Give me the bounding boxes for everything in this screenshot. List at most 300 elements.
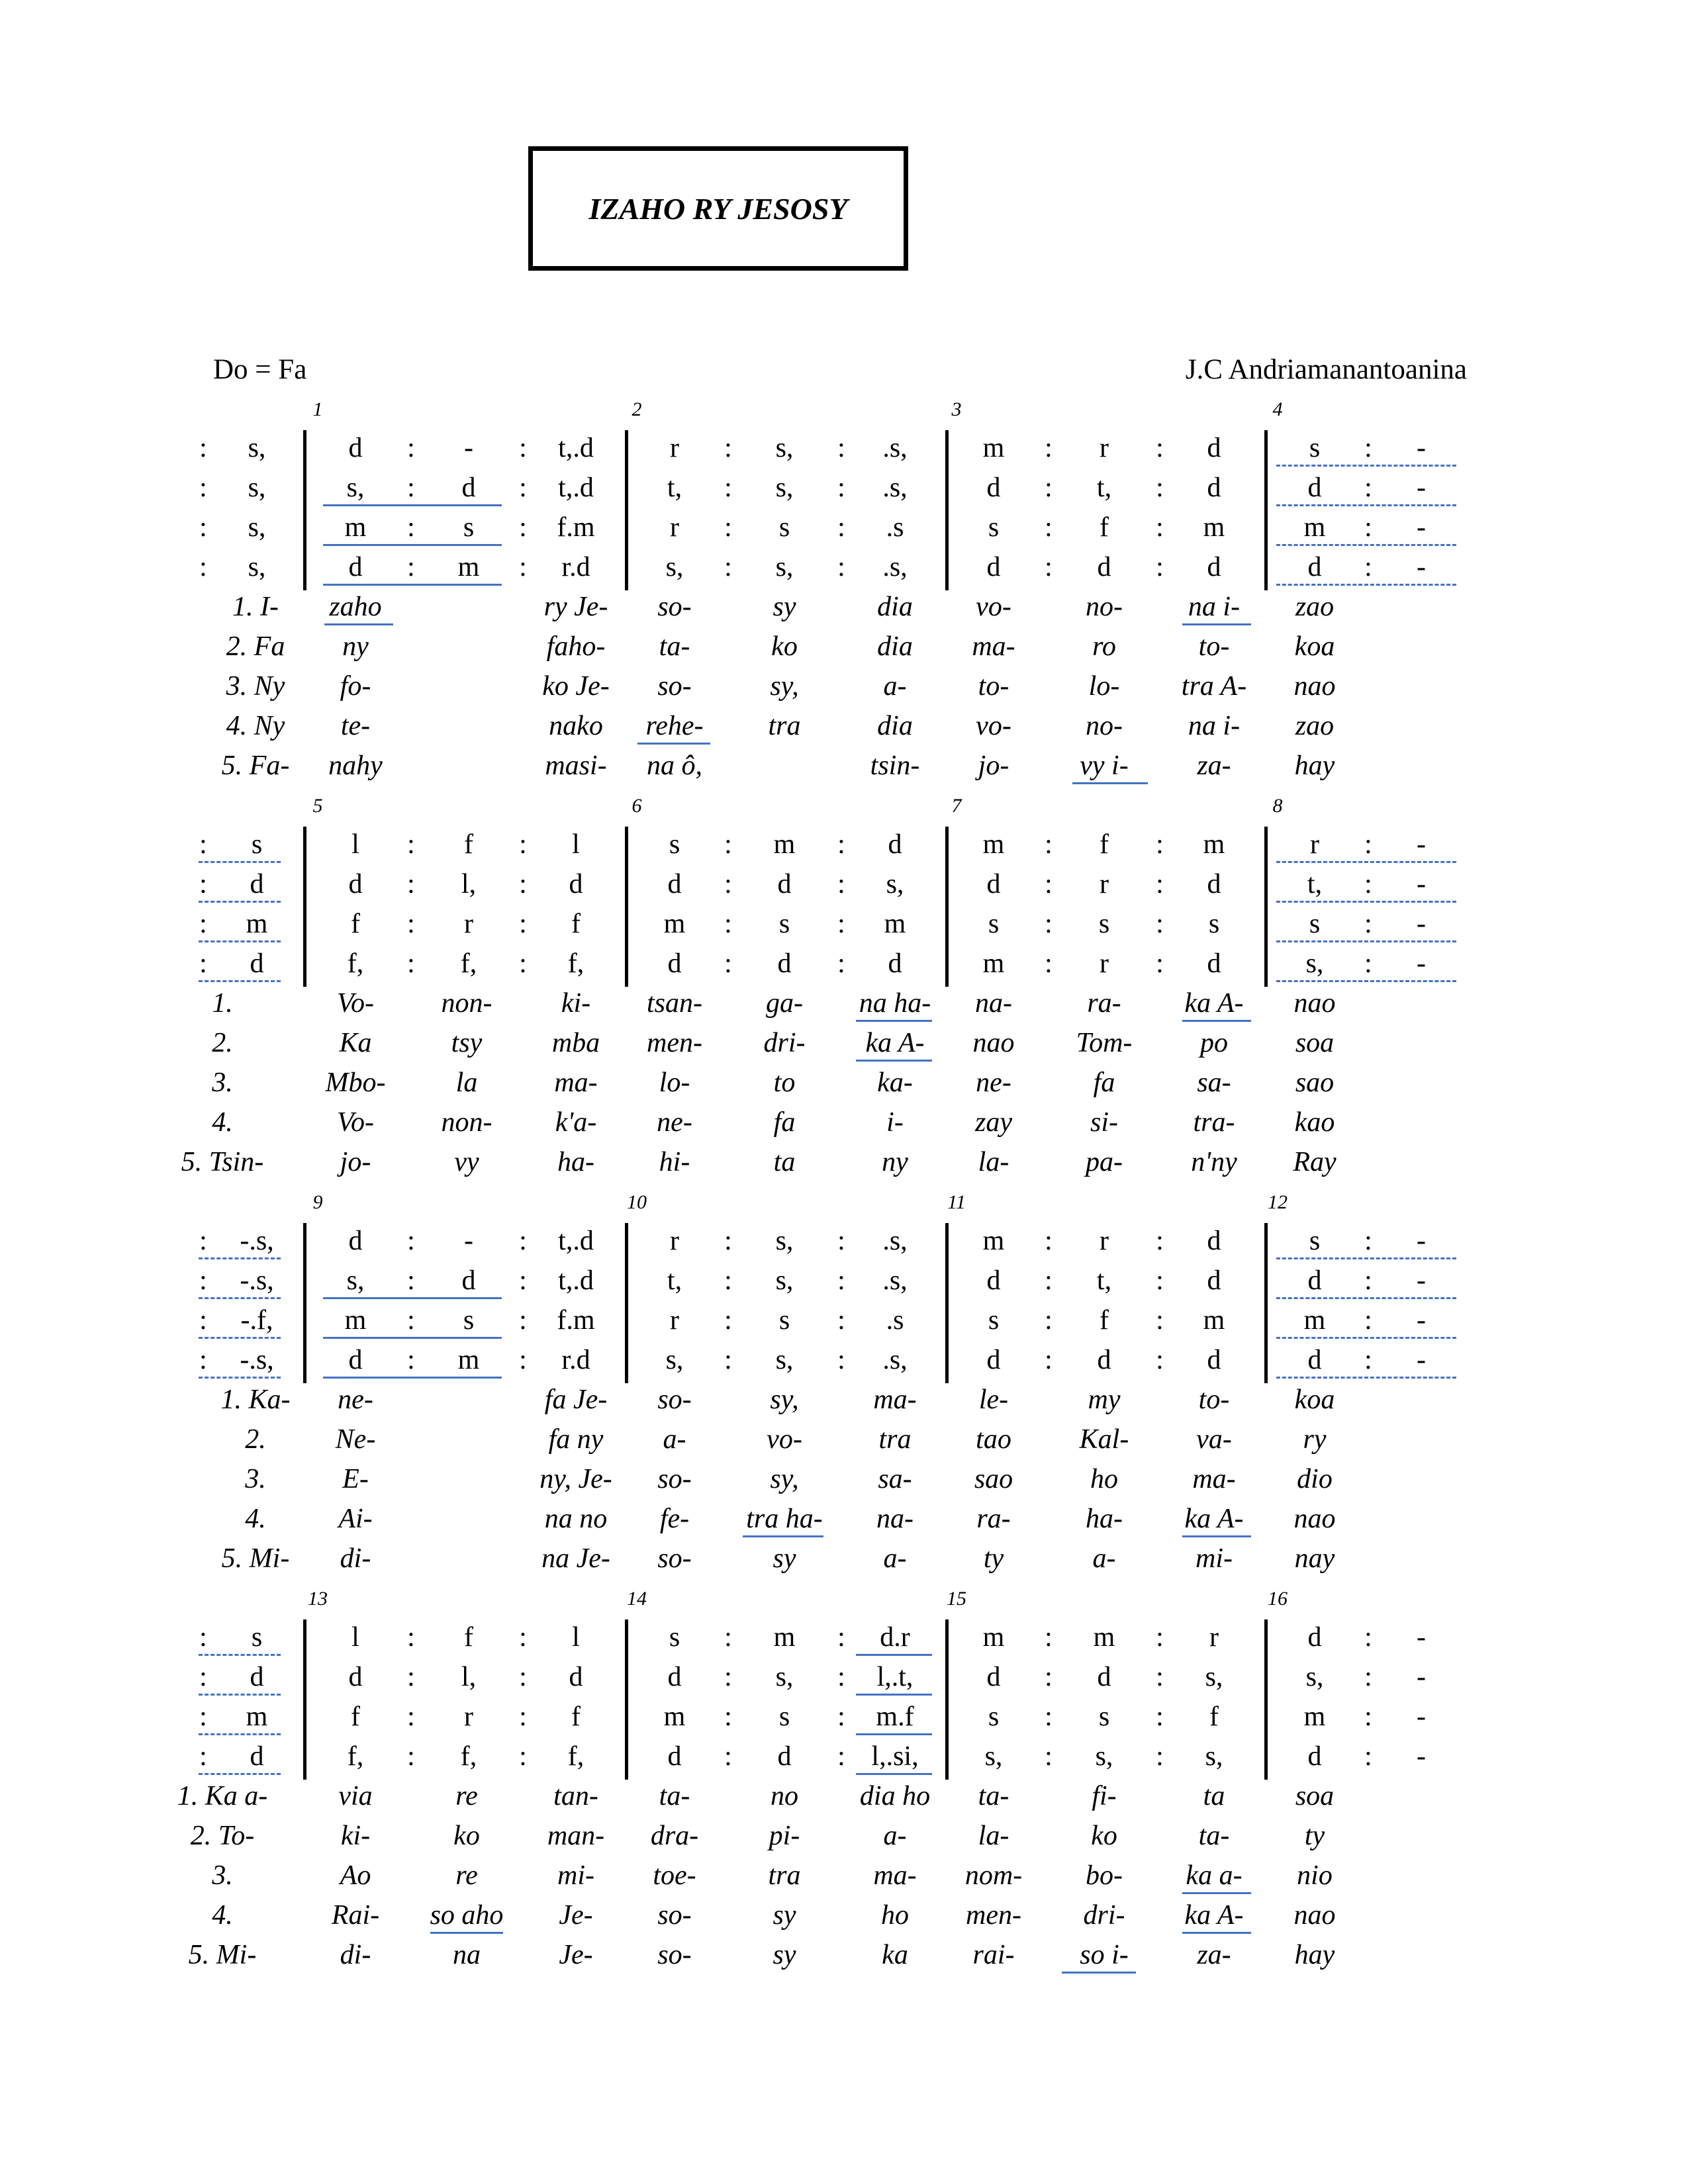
lyric-syllable: fa ny <box>548 1424 604 1455</box>
lyric-syllable: ma- <box>972 631 1015 662</box>
lyric-syllable: Ray <box>1293 1147 1336 1177</box>
solfa-note: s <box>778 909 790 939</box>
lyric-syllable: ko Je- <box>542 671 610 702</box>
beat-separator: : <box>724 473 732 503</box>
solfa-note: t,.d <box>558 433 594 463</box>
solfa-note: .s <box>886 1305 904 1336</box>
lyric-syllable: lo- <box>1088 671 1120 702</box>
lyric-syllable: sy <box>773 1940 796 1970</box>
lyric-syllable: men- <box>647 1028 702 1058</box>
lyric-syllable: la- <box>978 1821 1009 1851</box>
lyric-syllable: jo- <box>978 751 1009 781</box>
beat-separator: : <box>724 1305 732 1336</box>
tie-underline <box>1276 861 1456 863</box>
lyric-syllable: sao <box>1295 1068 1335 1098</box>
measure-number: 12 <box>1268 1191 1288 1213</box>
solfa-note: m <box>982 829 1005 860</box>
solfa-note: f, <box>347 948 364 979</box>
solfa-note: d <box>250 1662 264 1692</box>
lyric-syllable: Je- <box>559 1900 593 1931</box>
beat-separator: : <box>1364 948 1372 979</box>
beat-separator: : <box>407 1662 415 1692</box>
lyric-syllable: Tom- <box>1076 1028 1133 1058</box>
lyric-syllable: k'a- <box>555 1107 597 1138</box>
beat-separator: : <box>199 829 207 860</box>
lyric-syllable: zao <box>1295 711 1335 741</box>
verse-label: 1. I- <box>232 592 279 622</box>
solfa-note: d <box>1307 473 1322 503</box>
tie-underline <box>323 504 502 506</box>
beat-separator: : <box>199 1226 207 1256</box>
lyric-syllable: nahy <box>328 751 383 781</box>
lyric-syllable: dia <box>877 711 913 741</box>
solfa-note: f, <box>460 948 477 979</box>
beat-separator: : <box>1156 1741 1164 1772</box>
barline <box>1264 1223 1268 1383</box>
verse-label: 3. <box>245 1464 266 1494</box>
solfa-note: s <box>669 1622 680 1653</box>
beat-separator: : <box>199 909 207 939</box>
solfa-note: - <box>1417 829 1426 860</box>
beat-separator: : <box>724 1702 732 1732</box>
beat-separator: : <box>519 512 527 543</box>
measure-number: 10 <box>627 1191 647 1213</box>
beat-separator: : <box>1045 473 1053 503</box>
beat-separator: : <box>1156 473 1164 503</box>
lyric-syllable: soa <box>1295 1028 1335 1058</box>
solfa-note: l,.t, <box>876 1662 914 1692</box>
beat-separator: : <box>1045 512 1053 543</box>
verse-label: 3. <box>212 1068 233 1098</box>
tie-underline <box>199 1377 281 1379</box>
lyric-syllable: pi- <box>769 1821 800 1851</box>
solfa-note: s <box>251 1622 263 1653</box>
lyric-syllable: na- <box>876 1504 914 1534</box>
lyric-syllable: na Je- <box>541 1543 610 1574</box>
beat-separator: : <box>407 1702 415 1732</box>
lyric-syllable: ra- <box>1087 988 1121 1019</box>
solfa-note: .s, <box>882 1265 908 1296</box>
barline <box>303 1619 306 1780</box>
lyric-syllable: ka A- <box>1184 988 1244 1019</box>
solfa-note: .s, <box>882 1345 908 1375</box>
beat-separator: : <box>837 1345 845 1375</box>
solfa-note: d <box>348 1345 363 1375</box>
tie-underline <box>324 623 393 625</box>
beat-separator: : <box>1045 909 1053 939</box>
lyric-syllable: tsan- <box>647 988 702 1019</box>
measure-number: 5 <box>312 795 323 817</box>
beat-separator: : <box>837 829 845 860</box>
lyric-syllable: ho <box>881 1900 909 1931</box>
lyric-syllable: man- <box>547 1821 605 1851</box>
lyric-syllable: ne- <box>338 1385 373 1415</box>
beat-separator: : <box>199 552 207 582</box>
solfa-note: d <box>1307 1741 1322 1772</box>
lyric-syllable: soa <box>1295 1781 1335 1811</box>
solfa-note: s, <box>1305 1662 1324 1692</box>
verse-label: 2. To- <box>190 1821 255 1851</box>
solfa-note: m <box>663 909 686 939</box>
lyric-syllable: ha- <box>1086 1504 1123 1534</box>
solfa-note: d <box>348 433 363 463</box>
lyric-syllable: tra <box>768 1860 801 1891</box>
solfa-note: m <box>344 1305 367 1336</box>
measure-number: 7 <box>951 795 962 817</box>
beat-separator: : <box>1156 1226 1164 1256</box>
solfa-note: d <box>1207 948 1221 979</box>
solfa-note: d <box>1097 1345 1111 1375</box>
verse-label: 1. Ka a- <box>177 1781 268 1811</box>
beat-separator: : <box>837 433 845 463</box>
solfa-note: -.s, <box>240 1265 274 1296</box>
tie-underline <box>856 1060 932 1062</box>
solfa-note: - <box>1417 1662 1426 1692</box>
verse-label: 5. Mi- <box>188 1940 257 1970</box>
solfa-note: .s, <box>882 433 908 463</box>
lyric-syllable: te- <box>340 711 371 741</box>
solfa-note: m <box>1203 512 1225 543</box>
solfa-note: r <box>670 433 679 463</box>
solfa-note: f, <box>567 948 585 979</box>
tie-underline <box>1276 544 1456 546</box>
lyric-syllable: ma- <box>1192 1464 1236 1494</box>
solfa-note: s <box>988 512 1000 543</box>
beat-separator: : <box>1156 1622 1164 1653</box>
solfa-note: d <box>569 1662 583 1692</box>
solfa-note: f <box>351 1702 360 1732</box>
tie-underline <box>1276 504 1456 506</box>
solfa-note: r.d <box>561 1345 590 1375</box>
lyric-syllable: na i- <box>1188 592 1241 622</box>
solfa-note: d <box>1097 1662 1111 1692</box>
verse-label: 1. <box>212 988 233 1019</box>
lyric-syllable: ka A- <box>1184 1900 1244 1931</box>
lyric-syllable: fe- <box>659 1504 690 1534</box>
solfa-note: f.m <box>557 512 595 543</box>
solfa-note: - <box>1417 909 1426 939</box>
lyric-syllable: to <box>773 1068 796 1098</box>
solfa-note: d <box>1207 1226 1221 1256</box>
beat-separator: : <box>1364 909 1372 939</box>
solfa-note: - <box>1417 1226 1426 1256</box>
beat-separator: : <box>1364 473 1372 503</box>
solfa-note: l <box>352 1622 359 1653</box>
tie-underline <box>199 940 281 942</box>
beat-separator: : <box>837 909 845 939</box>
lyric-syllable: ny <box>882 1147 908 1177</box>
beat-separator: : <box>519 948 527 979</box>
solfa-note: m <box>1203 1305 1225 1336</box>
beat-separator: : <box>199 433 207 463</box>
lyric-syllable: vo- <box>976 711 1011 741</box>
verse-label: 5. Tsin- <box>181 1147 264 1177</box>
solfa-note: d <box>777 869 792 899</box>
solfa-note: d <box>986 1662 1001 1692</box>
lyric-syllable: ty <box>983 1543 1004 1574</box>
solfa-note: m <box>773 1622 796 1653</box>
tie-underline <box>323 1297 502 1299</box>
solfa-note: d <box>348 1662 363 1692</box>
lyric-syllable: Vo- <box>337 988 374 1019</box>
solfa-note: f <box>1209 1702 1219 1732</box>
verse-label: 2. <box>212 1028 233 1058</box>
tie-underline <box>1276 1297 1456 1299</box>
solfa-note: s, <box>775 1265 794 1296</box>
beat-separator: : <box>1045 1265 1053 1296</box>
beat-separator: : <box>837 1226 845 1256</box>
tie-underline <box>1276 1257 1456 1259</box>
solfa-note: s, <box>1205 1741 1223 1772</box>
solfa-note: s <box>988 909 1000 939</box>
lyric-syllable: di- <box>340 1543 371 1574</box>
key-signature: Do = Fa <box>213 354 307 385</box>
beat-separator: : <box>1364 869 1372 899</box>
solfa-note: d <box>777 1741 792 1772</box>
beat-separator: : <box>1156 869 1164 899</box>
solfa-note: .s, <box>882 1226 908 1256</box>
solfa-note: s <box>463 512 475 543</box>
solfa-note: s <box>778 512 790 543</box>
solfa-note: r <box>464 909 473 939</box>
beat-separator: : <box>1156 1345 1164 1375</box>
solfa-note: d <box>986 1265 1001 1296</box>
solfa-note: r.d <box>561 552 590 582</box>
tie-underline <box>1182 1020 1251 1022</box>
lyric-syllable: i- <box>886 1107 904 1138</box>
solfa-note: d <box>1307 1265 1322 1296</box>
solfa-note: r <box>1100 948 1109 979</box>
lyric-syllable: fa <box>1093 1068 1115 1098</box>
solfa-note: m <box>773 829 796 860</box>
beat-separator: : <box>1156 552 1164 582</box>
lyric-syllable: tra <box>768 711 801 741</box>
beat-separator: : <box>519 1741 527 1772</box>
solfa-note: d <box>888 948 902 979</box>
tie-underline <box>1182 1932 1251 1934</box>
lyric-syllable: rai- <box>972 1940 1015 1970</box>
tie-underline <box>199 1773 281 1775</box>
solfa-note: m <box>884 909 906 939</box>
beat-separator: : <box>837 473 845 503</box>
solfa-note: - <box>1417 1265 1426 1296</box>
lyric-syllable: so- <box>657 1900 692 1931</box>
lyric-syllable: to- <box>1198 1385 1230 1415</box>
beat-separator: : <box>407 948 415 979</box>
lyric-syllable: ha- <box>557 1147 594 1177</box>
lyric-syllable: zaho <box>329 592 382 622</box>
beat-separator: : <box>519 1305 527 1336</box>
tie-underline <box>1276 1377 1456 1379</box>
lyric-syllable: ki- <box>561 988 591 1019</box>
solfa-note: l, <box>461 1662 477 1692</box>
lyric-syllable: tra <box>878 1424 912 1455</box>
tie-underline <box>1072 782 1148 784</box>
song-title: IZAHO RY JESOSY <box>588 191 848 226</box>
tie-underline <box>637 743 710 745</box>
solfa-note: s, <box>886 869 904 899</box>
barline <box>1264 1619 1268 1780</box>
lyric-syllable: ry Je- <box>543 592 608 622</box>
lyric-syllable: ma- <box>873 1860 917 1891</box>
lyric-syllable: ne- <box>657 1107 692 1138</box>
solfa-note: - <box>1417 433 1426 463</box>
beat-separator: : <box>724 948 732 979</box>
solfa-note: m <box>1093 1622 1115 1653</box>
solfa-note: d <box>667 869 682 899</box>
lyric-syllable: ko <box>1091 1821 1117 1851</box>
beat-separator: : <box>837 1741 845 1772</box>
solfa-note: r <box>670 1305 679 1336</box>
solfa-note: s <box>1208 909 1220 939</box>
measure-number: 9 <box>312 1191 323 1213</box>
verse-label: 3. <box>212 1860 233 1891</box>
barline <box>303 430 306 590</box>
measure-number: 16 <box>1268 1588 1288 1610</box>
beat-separator: : <box>407 829 415 860</box>
beat-separator: : <box>199 1345 207 1375</box>
solfa-note: s <box>1098 1702 1110 1732</box>
barline <box>1264 827 1268 987</box>
lyric-syllable: jo- <box>340 1147 371 1177</box>
lyric-syllable: tra A- <box>1181 671 1247 702</box>
beat-separator: : <box>519 1702 527 1732</box>
lyric-syllable: ma- <box>554 1068 598 1098</box>
beat-separator: : <box>1045 1345 1053 1375</box>
solfa-note: s, <box>1095 1741 1113 1772</box>
beat-separator: : <box>1364 1265 1372 1296</box>
solfa-note: s, <box>248 473 266 503</box>
beat-separator: : <box>1364 512 1372 543</box>
lyric-syllable: so- <box>657 671 692 702</box>
tie-underline <box>743 1535 823 1537</box>
lyric-syllable: non- <box>441 1107 492 1138</box>
beat-separator: : <box>519 1265 527 1296</box>
solfa-note: d.r <box>880 1622 910 1653</box>
verse-label: 5. Mi- <box>221 1543 290 1574</box>
solfa-note: d <box>348 552 363 582</box>
solfa-note: s, <box>775 1345 794 1375</box>
solfa-note: t, <box>1307 869 1323 899</box>
lyric-syllable: mba <box>551 1028 600 1058</box>
beat-separator: : <box>1156 512 1164 543</box>
beat-separator: : <box>724 433 732 463</box>
beat-separator: : <box>724 552 732 582</box>
solfa-note: t, <box>1096 473 1112 503</box>
solfa-note: s <box>988 1305 1000 1336</box>
solfa-note: l <box>352 829 359 860</box>
solfa-note: - <box>464 433 473 463</box>
barline <box>1264 430 1268 590</box>
solfa-note: l,.si, <box>871 1741 919 1772</box>
measure-number: 8 <box>1272 795 1283 817</box>
solfa-note: d <box>461 473 476 503</box>
composer-name: J.C Andriamanantoanina <box>1185 354 1467 385</box>
beat-separator: : <box>837 512 845 543</box>
measure-number: 11 <box>947 1191 966 1213</box>
lyric-syllable: n'ny <box>1191 1147 1237 1177</box>
solfa-note: m <box>982 1622 1005 1653</box>
lyric-syllable: ho <box>1090 1464 1118 1494</box>
lyric-syllable: so i- <box>1080 1940 1129 1970</box>
tie-underline <box>1062 1972 1136 1974</box>
barline <box>945 1619 949 1780</box>
beat-separator: : <box>1364 1622 1372 1653</box>
beat-separator: : <box>724 1265 732 1296</box>
verse-label: 4. Ny <box>226 711 285 741</box>
solfa-note: m <box>982 1226 1005 1256</box>
beat-separator: : <box>407 869 415 899</box>
tie-underline <box>199 1654 281 1656</box>
beat-separator: : <box>519 433 527 463</box>
lyric-syllable: tra ha- <box>746 1504 823 1534</box>
lyric-syllable: tsin- <box>870 751 920 781</box>
beat-separator: : <box>1156 433 1164 463</box>
beat-separator: : <box>199 869 207 899</box>
beat-separator: : <box>1364 1345 1372 1375</box>
beat-separator: : <box>1156 1702 1164 1732</box>
beat-separator: : <box>1364 829 1372 860</box>
beat-separator: : <box>724 512 732 543</box>
lyric-syllable: ko <box>453 1821 480 1851</box>
beat-separator: : <box>1156 948 1164 979</box>
lyric-syllable: so aho <box>430 1900 504 1931</box>
beat-separator: : <box>407 1305 415 1336</box>
lyric-syllable: dio <box>1297 1464 1333 1494</box>
measure-number: 2 <box>632 398 642 420</box>
solfa-note: l, <box>461 869 477 899</box>
lyric-syllable: koa <box>1294 1385 1335 1415</box>
solfa-note: f <box>1100 1305 1109 1336</box>
solfa-note: s <box>251 829 263 860</box>
beat-separator: : <box>837 1702 845 1732</box>
solfa-note: s <box>1309 433 1321 463</box>
lyric-syllable: ka <box>882 1940 908 1970</box>
lyric-syllable: a- <box>663 1424 686 1455</box>
beat-separator: : <box>1045 948 1053 979</box>
lyric-syllable: ny <box>342 631 369 662</box>
lyric-syllable: sa- <box>1197 1068 1231 1098</box>
lyric-syllable: sy, <box>770 671 799 702</box>
tie-underline <box>1182 1535 1251 1537</box>
lyric-syllable: la <box>455 1068 478 1098</box>
solfa-note: .s, <box>882 473 908 503</box>
lyric-syllable: ta- <box>659 631 690 662</box>
solfa-note: m <box>246 1702 268 1732</box>
lyric-syllable: sao <box>974 1464 1013 1494</box>
lyric-syllable: Je- <box>559 1940 593 1970</box>
solfa-note: r <box>1100 433 1109 463</box>
beat-separator: : <box>407 1622 415 1653</box>
barline <box>945 827 949 987</box>
tie-underline <box>323 1377 502 1379</box>
solfa-note: m <box>663 1702 686 1732</box>
solfa-note: m <box>982 948 1005 979</box>
lyric-syllable: vo- <box>976 592 1011 622</box>
solfa-note: f <box>571 909 581 939</box>
beat-separator: : <box>724 1741 732 1772</box>
lyric-syllable: dra- <box>650 1821 699 1851</box>
lyric-syllable: pa- <box>1086 1147 1123 1177</box>
solfa-note: s <box>1309 1226 1321 1256</box>
lyric-syllable: nao <box>1293 988 1336 1019</box>
solfa-note: l <box>572 1622 580 1653</box>
beat-separator: : <box>724 909 732 939</box>
lyric-syllable: no- <box>1086 592 1123 622</box>
lyric-syllable: dia ho <box>859 1781 931 1811</box>
tie-underline <box>856 1654 932 1656</box>
lyric-syllable: ne- <box>976 1068 1011 1098</box>
